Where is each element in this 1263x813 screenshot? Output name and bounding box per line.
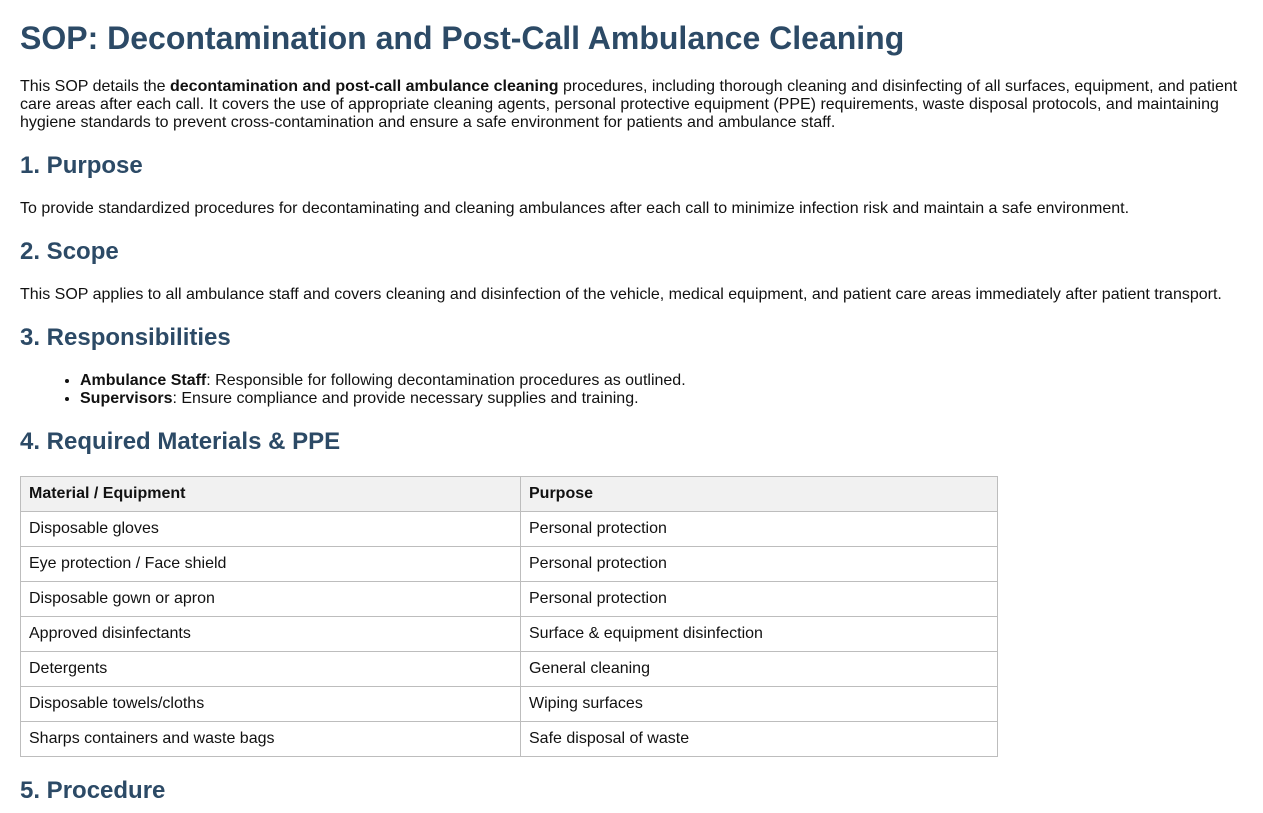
purpose-cell: Personal protection xyxy=(521,547,998,582)
column-header-material: Material / Equipment xyxy=(21,477,521,512)
procedure-heading: 5. Procedure xyxy=(20,777,166,804)
purpose-text: To provide standardized procedures for decontaminating and cleaning ambulances after each call to minimize infection risk and maintain a safe environment. xyxy=(20,200,1130,217)
table-row xyxy=(21,722,998,757)
materials-heading: 4. Required Materials & PPE xyxy=(20,428,341,455)
list-item xyxy=(80,372,1243,390)
table-row xyxy=(21,652,998,687)
scope-heading: 2. Scope xyxy=(20,238,119,265)
table-row xyxy=(21,687,998,722)
responsibility-role: Ambulance Staff xyxy=(80,372,207,389)
intro-paragraph xyxy=(20,78,1242,132)
table-header-row xyxy=(21,477,998,512)
material-cell: Detergents xyxy=(21,652,521,687)
responsibility-role: Supervisors xyxy=(80,390,173,407)
table-row xyxy=(21,582,998,617)
materials-table xyxy=(20,476,998,757)
column-header-purpose: Purpose xyxy=(521,477,998,512)
purpose-cell: Safe disposal of waste xyxy=(521,722,998,757)
purpose-cell: Surface & equipment disinfection xyxy=(521,617,998,652)
purpose-cell: Personal protection xyxy=(521,582,998,617)
table-row xyxy=(21,512,998,547)
responsibility-desc: : Ensure compliance and provide necessary supplies and training. xyxy=(172,390,639,407)
material-cell: Disposable gloves xyxy=(21,512,521,547)
scope-text: This SOP applies to all ambulance staff and covers cleaning and disinfection of the vehicle, medical equipment, and patient care areas immediately after patient transport. xyxy=(20,286,1222,303)
page-title: SOP: Decontamination and Post-Call Ambulance Cleaning xyxy=(20,20,905,56)
purpose-cell: Wiping surfaces xyxy=(521,687,998,722)
responsibility-desc: : Responsible for following decontamination procedures as outlined. xyxy=(206,372,686,389)
table-row xyxy=(21,617,998,652)
material-cell: Disposable gown or apron xyxy=(21,582,521,617)
table-row xyxy=(21,547,998,582)
material-cell: Approved disinfectants xyxy=(21,617,521,652)
material-cell: Eye protection / Face shield xyxy=(21,547,521,582)
purpose-heading: 1. Purpose xyxy=(20,152,143,179)
purpose-cell: General cleaning xyxy=(521,652,998,687)
intro-text-end: procedures, including thorough cleaning and disinfecting of all surfaces, equipment, and patient care areas after each call. It covers the use of appropriate cleaning agents, personal protective equipment (PPE) requirements, waste disposal protocols, and maintaining hygiene standards to prevent cross-contamination and ensure a safe environment for patients and ambulance staff. xyxy=(20,78,1238,131)
list-item xyxy=(80,390,1243,408)
responsibilities-list xyxy=(20,372,1243,408)
intro-text-start: This SOP details the xyxy=(20,78,170,95)
responsibilities-heading: 3. Responsibilities xyxy=(20,324,231,351)
intro-text-bold: decontamination and post-call ambulance cleaning xyxy=(170,78,559,95)
material-cell: Sharps containers and waste bags xyxy=(21,722,521,757)
material-cell: Disposable towels/cloths xyxy=(21,687,521,722)
purpose-cell: Personal protection xyxy=(521,512,998,547)
